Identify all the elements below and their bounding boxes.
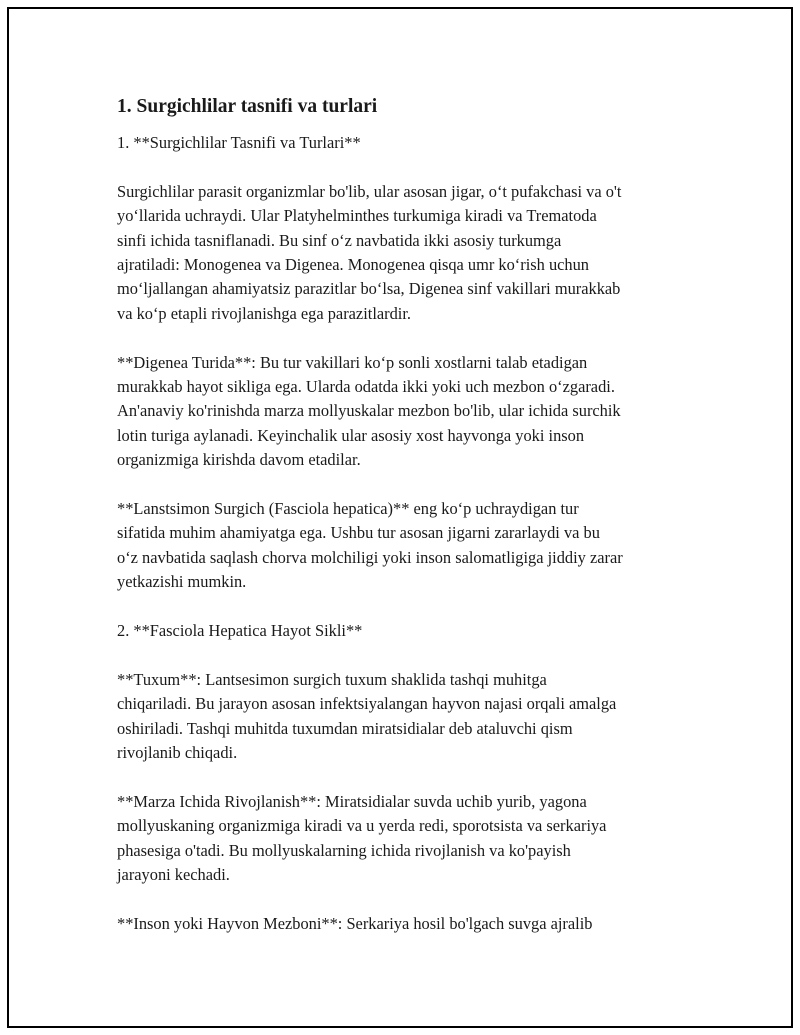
text-line: ajratiladi: Monogenea va Digenea. Monogenea qisqa umr ko‘rish uchun [117,255,589,275]
text-line: An'anaviy ko'rinishda marza mollyuskalar mezbon bo'lib, ular ichida surchik [117,401,621,421]
text-line: va ko‘p etapli rivojlanishga ega parazitlardir. [117,303,412,323]
document-body [117,94,697,961]
text-line: mo‘ljallangan ahamiyatsiz parazitlar bo‘lsa, Digenea sinf vakillari murakkab [117,279,621,299]
text-line: oshiriladi. Tashqi muhitda tuxumdan miratsidialar deb ataluvchi qism [117,718,573,738]
text-line: yo‘llarida uchraydi. Ular Platyhelminthes turkumiga kiradi va Trematoda [117,206,597,226]
text-line: **Inson yoki Hayvon Mezboni**: Serkariya hosil bo'lgach suvga ajralib [117,913,593,933]
text-line: sifatida muhim ahamiyatga ega. Ushbu tur asosan jigarni zararlaydi va bu [117,523,600,543]
paragraph-fasciola [117,497,697,595]
paragraph-digenea [117,351,697,473]
text-line: rivojlanib chiqadi. [117,743,238,763]
text-line: Surgichlilar parasit organizmlar bo'lib, ular asosan jigar, o‘t pufakchasi va o't [117,181,622,201]
text-line: **Digenea Turida**: Bu tur vakillari ko‘p sonli xostlarni talab etadigan [117,352,588,372]
text-line: o‘z navbatida saqlash chorva molchiligi yoki inson salomatligiga jiddiy zarar [117,547,623,567]
section-heading-1 [117,131,697,155]
text-line: **Tuxum**: Lantsesimon surgich tuxum shaklida tashqi muhitga [117,669,547,689]
text-line: jarayoni kechadi. [117,865,230,885]
text-line: organizmiga kirishda davom etadilar. [117,450,361,470]
text-line: 2. **Fasciola Hepatica Hayot Sikli** [117,621,363,641]
paragraph-mezbon [117,912,697,936]
text-line: sinfi ichida tasniflanadi. Bu sinf o‘z navbatida ikki asosiy turkumga [117,230,562,250]
text-line: **Marza Ichida Rivojlanish**: Miratsidialar suvda uchib yurib, yagona [117,791,587,811]
paragraph-marza [117,790,697,888]
text-line: **Lanstsimon Surgich (Fasciola hepatica)** eng ko‘p uchraydigan tur [117,499,579,519]
paragraph-intro [117,180,697,326]
text-line: mollyuskaning organizmiga kiradi va u yerda redi, sporotsista va serkariya [117,816,607,836]
text-line: murakkab hayot sikliga ega. Ularda odatda ikki yoki uch mezbon o‘zgaradi. [117,377,615,397]
text-line: phasesiga o'tadi. Bu mollyuskalarning ichida rivojlanish va ko'payish [117,840,571,860]
text-line: 1. **Surgichlilar Tasnifi va Turlari** [117,133,361,152]
text-line: lotin turiga aylanadi. Keyinchalik ular asosiy xost hayvonga yoki inson [117,425,585,445]
document-title: 1. Surgichlilar tasnifi va turlari [117,96,378,117]
text-line: yetkazishi mumkin. [117,572,247,592]
text-line: chiqariladi. Bu jarayon asosan infektsiyalangan hayvon najasi orqali amalga [117,694,617,714]
paragraph-tuxum [117,668,697,766]
section-heading-2 [117,619,697,643]
